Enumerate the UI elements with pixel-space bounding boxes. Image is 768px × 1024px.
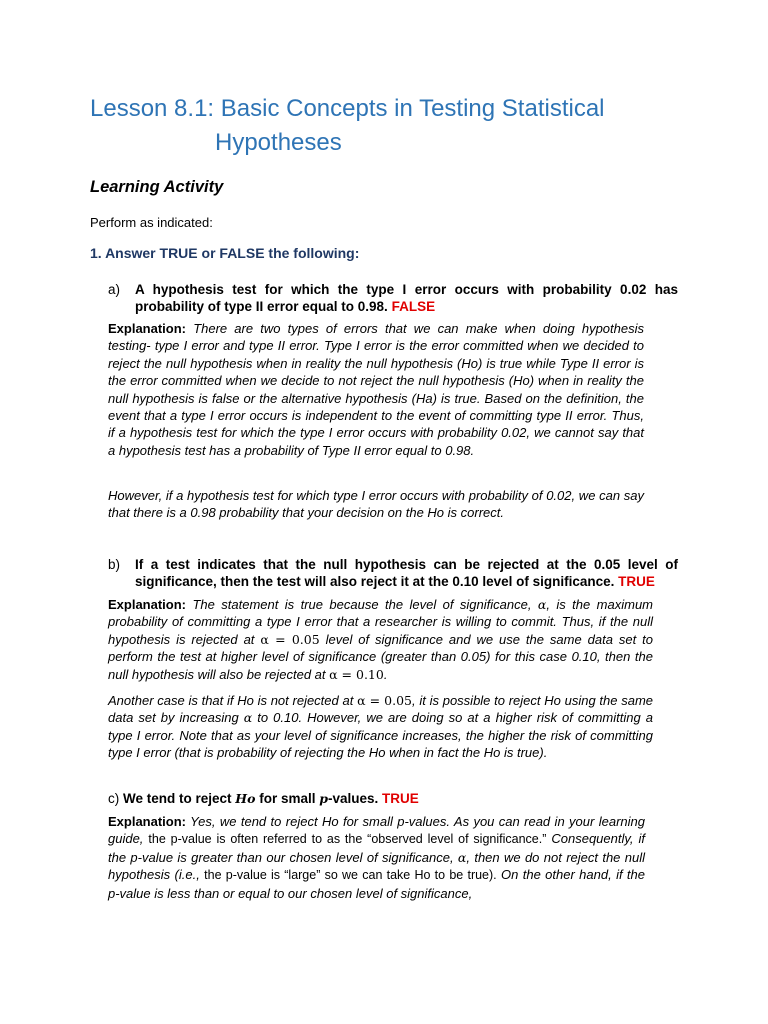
item-a-followup: However, if a hypothesis test for which type I error occurs with probability of 0.02, we can say that there is a 0.98 probability that your decision on the Ho is correct. <box>108 488 644 521</box>
explanation-label: Explanation: <box>108 321 187 336</box>
item-a-explanation <box>108 320 644 459</box>
lesson-title-line1: Lesson 8.1: Basic Concepts in Testing Statistical <box>90 95 605 122</box>
item-b-explanation-text-3: level of significance and we use the same data set to perform the test at higher level of significance (greater than 0.05) for this case 0.10, then the null hypothesis will also be rejected at <box>108 631 653 682</box>
alpha-symbol: α <box>457 849 467 865</box>
question-text: Answer TRUE or FALSE the following: <box>105 245 360 261</box>
alpha-equation: α = 0.10 <box>329 666 384 682</box>
item-a-explanation-text: There are two types of errors that we can make when doing hypothesis testing- type I error and type II error. Type I error is the error committed when we decided to reject the null hypothesis when in reality the null hypothesis (Ho) is true while Type II error is the error committed when we decide to not reject the null hypothesis (Ho) when in reality the null hypothesis is false or the alternative hypothesis (Ha) is true. Based on the definition, the event that a type I error occurs is independent to the event of committing type II error. Thus, if a hypothesis test for which the type I error occurs with probability 0.02, we cannot say that a hypothesis test has a probability of Type II error equal to 0.98. <box>108 321 644 458</box>
item-b-answer: TRUE <box>618 574 655 589</box>
item-b-statement <box>135 556 678 590</box>
item-b-statement-text: If a test indicates that the null hypothesis can be rejected at the 0.05 level of significance, then the test will also reject it at the 0.10 level of significance. <box>135 557 678 589</box>
p-symbol: p <box>319 791 328 806</box>
item-b-explanation-text-2: , is the maximum probability of committing a type I error that a researcher is willing to commit. Thus, if the null hypothesis is rejected at <box>108 597 654 647</box>
alpha-equation: α = 0.05 <box>260 631 320 647</box>
question-1-heading <box>90 245 359 261</box>
item-c-statement <box>108 790 653 807</box>
item-b-marker: b) <box>108 557 121 572</box>
explanation-label: Explanation: <box>108 814 187 829</box>
lesson-title <box>90 92 690 160</box>
section-heading: Learning Activity <box>90 178 224 196</box>
alpha-symbol: α <box>243 710 253 726</box>
item-b-followup-text-1: Another case is that if Ho is not rejected at <box>108 693 358 708</box>
item-b-explanation-text-1: The statement is true because the level of significance, <box>192 597 538 612</box>
item-c-explanation-text-plain-1: the p-value is often referred to as the “observed level of significance.” <box>148 832 547 847</box>
alpha-symbol: α <box>537 597 547 612</box>
item-c-statement-text-2: for small <box>255 791 320 806</box>
instructions: Perform as indicated: <box>90 215 213 230</box>
item-c-answer: TRUE <box>382 791 419 806</box>
item-c-explanation-text-2: Consequently, if the p-value is greater than our chosen level of significance, <box>108 831 645 865</box>
alpha-equation: α = 0.05 <box>357 693 413 708</box>
item-c-explanation-text-4: On the other hand, if the p-value is less than or equal to our chosen level of significance, <box>108 867 646 901</box>
question-number: 1. <box>90 245 102 261</box>
item-b-followup <box>108 692 653 762</box>
item-b-explanation <box>108 596 653 683</box>
item-c-explanation <box>108 813 645 902</box>
item-b-followup-text-2: , it is possible to reject Ho using the same data set by increasing <box>108 693 653 726</box>
item-a-statement-text: A hypothesis test for which the type I error occurs with probability 0.02 has probability of type II error equal to 0.98. <box>135 282 678 314</box>
item-a-marker: a) <box>108 282 121 297</box>
item-c-statement-text-3: -values. <box>327 791 379 806</box>
lesson-title-line2: Hypotheses <box>215 129 342 156</box>
explanation-label: Explanation: <box>108 597 187 612</box>
item-a-answer: FALSE <box>391 299 436 314</box>
item-b-explanation-text-4: . <box>383 666 388 682</box>
item-c-statement-text-1: We tend to reject <box>123 791 236 806</box>
item-c-marker: c) <box>108 791 120 806</box>
item-c-explanation-text-3: , then we do not reject the null hypothesis (i.e., <box>108 849 645 883</box>
item-c-explanation-text-plain-2: the p-value is “large” so we can take Ho to be true). <box>204 868 497 883</box>
item-a-statement <box>135 281 678 315</box>
item-c-explanation-text-1: Yes, we tend to reject Ho for small p-values. As you can read in your learning guide, <box>108 814 645 847</box>
item-b-followup-text-3: to 0.10. However, we are doing so at a higher risk of committing a type I error. Note that as your level of significance increases, the higher the risk of committing type I error (that is probability of rejecting the Ho when in fact the Ho is true). <box>108 710 653 761</box>
ho-symbol: Ho <box>235 791 256 806</box>
